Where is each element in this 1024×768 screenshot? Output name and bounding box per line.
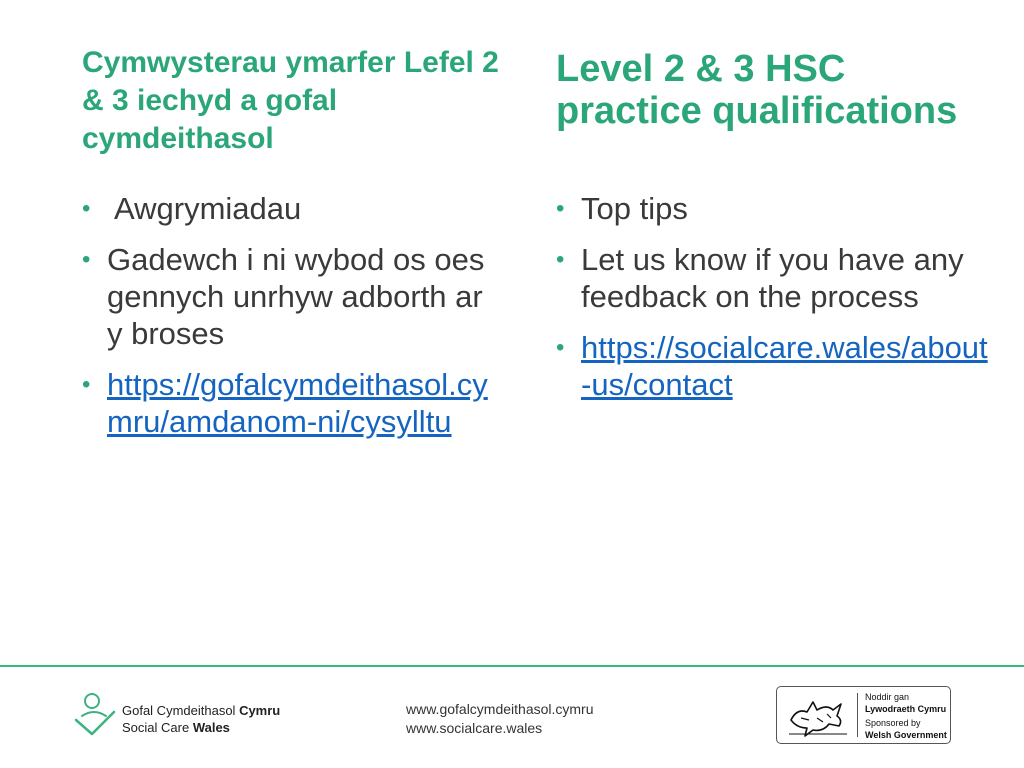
contact-link-welsh[interactable]: https://gofalcymdeithasol.cymru/amdanom-ni/cysylltu: [107, 367, 488, 439]
list-item: [556, 241, 996, 315]
social-care-wales-logo: [72, 690, 302, 740]
social-care-wales-logo-icon: [72, 690, 118, 740]
footer-divider: [0, 665, 1024, 667]
list-item: [82, 241, 502, 352]
url-welsh: www.gofalcymdeithasol.cymru: [406, 701, 594, 717]
bullet-text: Top tips: [581, 191, 688, 226]
footer-urls: [406, 700, 594, 738]
bullet-dot-icon: •: [82, 371, 91, 398]
list-item: [556, 329, 996, 403]
bullet-dot-icon: •: [82, 246, 91, 273]
welsh-government-badge: [776, 686, 951, 744]
bullet-dot-icon: •: [556, 195, 565, 222]
badge-divider: [857, 693, 858, 737]
badge-text: [865, 692, 947, 741]
list-item: [82, 366, 502, 440]
bullet-dot-icon: •: [556, 334, 565, 361]
right-column-english: [556, 44, 996, 417]
bullet-text: Awgrymiadau: [114, 191, 302, 226]
bullet-text: Gadewch i ni wybod os oes gennych unrhyw adborth ar y broses: [107, 242, 485, 351]
list-item: [556, 190, 996, 227]
logo-text-welsh-bold: Cymru: [239, 703, 281, 718]
logo-text-english-bold: Wales: [192, 720, 230, 735]
heading-welsh: Cymwysterau ymarfer Lefel 2 & 3 iechyd a gofal cymdeithasol: [82, 46, 499, 155]
logo-text-welsh: Gofal Cymdeithasol: [122, 703, 240, 718]
badge-line: Lywodraeth Cymru: [865, 703, 947, 714]
list-item: [82, 190, 502, 227]
logo-text-english: Social Care: [122, 720, 193, 735]
bullet-list-english: [556, 190, 996, 403]
bullet-list-welsh: [82, 190, 502, 440]
bullet-text: Let us know if you have any feedback on the process: [581, 242, 964, 314]
url-english: www.socialcare.wales: [406, 720, 543, 736]
bullet-dot-icon: •: [556, 246, 565, 273]
left-column-welsh: [82, 44, 502, 454]
contact-link-english[interactable]: https://socialcare.wales/about-us/contact: [581, 330, 988, 402]
bullet-dot-icon: •: [82, 195, 91, 222]
badge-line: Sponsored by: [865, 718, 921, 728]
badge-line: Welsh Government: [865, 729, 947, 740]
heading-english: Level 2 & 3 HSC practice qualifications: [556, 48, 958, 132]
logo-wordmark: [122, 702, 280, 736]
welsh-dragon-icon: [783, 690, 853, 740]
badge-line: Noddir gan: [865, 692, 910, 702]
